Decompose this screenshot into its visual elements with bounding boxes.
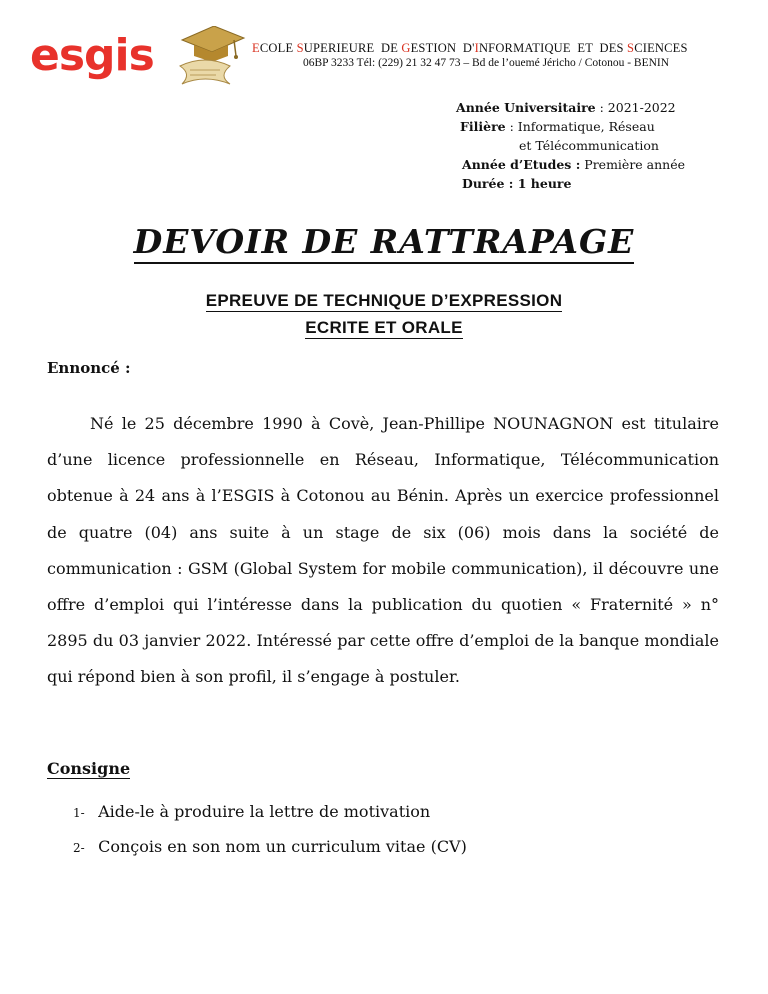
logo-wordmark: esgis bbox=[30, 30, 154, 81]
school-name-part: NFORMATIQUE ET DES bbox=[478, 41, 628, 55]
etudes-label: Année d’Etudes : bbox=[462, 157, 581, 172]
annee-label: Année Universitaire bbox=[456, 100, 596, 115]
consigne-list bbox=[73, 802, 467, 872]
school-name-initial: I bbox=[474, 41, 479, 55]
exam-info-block bbox=[456, 98, 685, 193]
list-item-number: 1- bbox=[73, 806, 85, 820]
list-item-text: Conçois en son nom un curriculum vitae (CV) bbox=[98, 837, 467, 856]
enonce-paragraph: Né le 25 décembre 1990 à Covè, Jean-Phillipe NOUNAGNON est titulaire d’une licence professionnelle en Réseau, Informatique, Télécommunication obtenue à 24 ans à l’ESGIS à Cotonou au Bénin. Après un exercice professionnel de quatre (04) ans suite à un stage de six (06) mois dans la société de communication : GSM (Global System for mobile communication), il découvre une offre d’emploi qui l’intéresse dans la publication du quotien « Fraternité » n° 2895 du 03 janvier 2022. Intéressé par cette offre d’emploi de la banque mondiale qui répond bien à son profil, il s’engage à postuler. bbox=[47, 414, 719, 687]
subtitle-line-2 bbox=[0, 318, 768, 338]
consigne-heading bbox=[47, 759, 130, 778]
page-title-text: DEVOIR DE RATTRAPAGE bbox=[134, 222, 635, 264]
filiere-value: : Informatique, Réseau bbox=[505, 119, 655, 134]
school-name-initial: G bbox=[401, 41, 411, 55]
diploma-scroll-icon bbox=[180, 60, 230, 84]
school-address: 06BP 3233 Tél: (229) 21 32 47 73 – Bd de l’ouemé Jéricho / Cotonou - BENIN bbox=[303, 57, 670, 69]
school-name-initial: S bbox=[627, 41, 635, 55]
school-name-part: UPERIEURE DE bbox=[303, 41, 402, 55]
school-name-part: COLE bbox=[259, 41, 297, 55]
duree: Durée : 1 heure bbox=[462, 176, 572, 191]
school-name-initial: S bbox=[296, 41, 304, 55]
page-title bbox=[0, 222, 768, 261]
graduation-cap-icon bbox=[182, 26, 244, 62]
school-name bbox=[252, 41, 722, 56]
list-item-number: 2- bbox=[73, 841, 85, 855]
enonce-heading: Ennoncé : bbox=[47, 359, 131, 377]
filiere-label: Filière bbox=[460, 119, 506, 134]
list-item bbox=[73, 837, 467, 872]
school-name-part: CIENCES bbox=[634, 41, 688, 55]
list-item bbox=[73, 802, 467, 837]
school-name-part: ESTION D' bbox=[410, 41, 475, 55]
annee-value: : 2021-2022 bbox=[595, 100, 676, 115]
etudes-value: Première année bbox=[580, 157, 686, 172]
school-name-initial: E bbox=[252, 41, 260, 55]
consigne-heading-text: Consigne bbox=[47, 759, 131, 778]
filiere-value-continued: et Télécommunication bbox=[519, 138, 659, 153]
subtitle-line-2-text: ECRITE ET ORALE bbox=[305, 318, 463, 337]
esgis-logo bbox=[30, 26, 248, 88]
subtitle-line-1 bbox=[0, 291, 768, 311]
list-item-text: Aide-le à produire la lettre de motivation bbox=[98, 802, 431, 821]
subtitle-line-1-text: EPREUVE DE TECHNIQUE D’EXPRESSION bbox=[205, 291, 563, 310]
